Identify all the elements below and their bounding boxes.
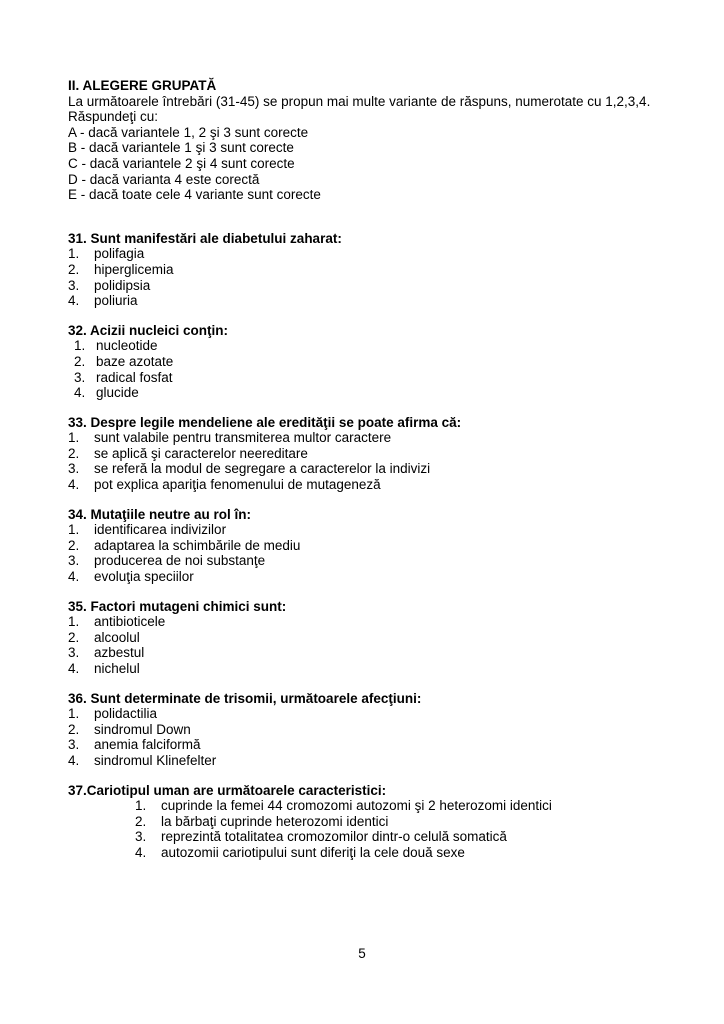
option-number: 4. — [68, 661, 80, 676]
option-text: baze azotate — [96, 353, 174, 369]
option-text: glucide — [96, 385, 139, 401]
page-number: 5 — [358, 946, 366, 962]
question-title: 32. Acizii nucleici conţin: — [68, 322, 229, 338]
option-row — [68, 293, 676, 309]
option-row — [68, 845, 676, 861]
option-row — [68, 553, 676, 569]
option-row — [68, 477, 676, 493]
question-block-32 — [68, 323, 676, 401]
question-block-34 — [68, 507, 676, 585]
option-number: 1. — [74, 338, 86, 354]
intro-line-2: Răspundeţi cu: — [68, 109, 159, 125]
option-text: identificarea indivizilor — [94, 522, 227, 538]
option-row — [68, 461, 676, 477]
option-row — [68, 737, 676, 753]
option-text: producerea de noi substanţe — [94, 553, 266, 569]
option-row — [68, 246, 676, 262]
option-number: 2. — [68, 721, 80, 737]
option-row — [68, 829, 676, 845]
intro-line-1: La următoarele întrebări (31-45) se propun mai multe variante de răspuns, numerotate cu 1,2,3,4. — [68, 93, 651, 109]
option-text: la bărbaţi cuprinde heterozomi identici — [161, 813, 389, 829]
option-row — [68, 722, 676, 738]
option-number: 2. — [68, 537, 80, 553]
answer-key-line-c: C - dacă variantele 2 şi 4 sunt corecte — [68, 155, 295, 171]
question-block-33 — [68, 415, 676, 493]
option-number: 3. — [68, 553, 80, 569]
option-row — [68, 338, 676, 354]
question-title: 36. Sunt determinate de trisomii, următoarele afecţiuni: — [68, 690, 422, 706]
option-number: 2. — [74, 353, 86, 369]
question-block-36 — [68, 691, 676, 769]
option-number: 4. — [68, 477, 80, 493]
option-row — [68, 446, 676, 462]
option-row — [68, 798, 676, 814]
option-row — [68, 614, 676, 630]
option-row — [68, 661, 676, 677]
question-block-37 — [68, 783, 676, 861]
option-text: sunt valabile pentru transmiterea multor caractere — [94, 430, 392, 446]
question-title: 33. Despre legile mendeliene ale eredităţii se poate afirma că: — [68, 414, 462, 430]
option-text: azbestul — [94, 645, 145, 661]
option-number: 4. — [68, 752, 80, 768]
option-number: 4. — [68, 569, 80, 585]
section-title: II. ALEGERE GRUPATĂ — [68, 78, 217, 93]
option-number: 2. — [68, 261, 80, 277]
question-title: 34. Mutaţiile neutre au rol în: — [68, 506, 252, 522]
option-number: 3. — [74, 369, 86, 385]
option-number: 4. — [135, 844, 147, 860]
option-text: pot explica apariţia fenomenului de mutageneză — [94, 477, 381, 493]
option-text: autozomii cariotipului sunt diferiţi la cele două sexe — [161, 844, 465, 860]
option-number: 1. — [68, 246, 80, 262]
option-text: poliuria — [94, 293, 138, 309]
option-text: alcoolul — [94, 629, 140, 645]
option-row — [68, 814, 676, 830]
option-number: 2. — [68, 445, 80, 461]
option-text: evoluţia speciilor — [94, 569, 194, 585]
question-title: 37.Cariotipul uman are următoarele caracteristici: — [68, 782, 387, 798]
option-row — [68, 753, 676, 769]
option-number: 3. — [68, 737, 80, 753]
option-number: 1. — [135, 798, 147, 814]
option-text: reprezintă totalitatea cromozomilor dintr-o celulă somatică — [161, 829, 507, 845]
option-number: 3. — [68, 645, 80, 661]
option-row — [68, 630, 676, 646]
option-text: se referă la modul de segregare a caracterelor la indivizi — [94, 461, 431, 477]
option-number: 2. — [135, 813, 147, 829]
option-row — [68, 278, 676, 294]
answer-key — [68, 125, 676, 203]
option-number: 3. — [68, 461, 80, 477]
question-title: 31. Sunt manifestări ale diabetului zaharat: — [68, 230, 342, 246]
question-block-31 — [68, 231, 676, 309]
option-text: radical fosfat — [96, 369, 173, 385]
option-row — [68, 645, 676, 661]
option-text: anemia falciformă — [94, 737, 201, 753]
option-number: 3. — [135, 829, 147, 845]
option-number: 4. — [74, 385, 86, 401]
answer-key-line-b: B - dacă variantele 1 şi 3 sunt corecte — [68, 140, 294, 156]
answer-key-line-a: A - dacă variantele 1, 2 şi 3 sunt corecte — [68, 124, 309, 140]
option-number: 1. — [68, 522, 80, 538]
option-text: antibioticele — [94, 614, 166, 630]
option-text: adaptarea la schimbările de mediu — [94, 537, 301, 553]
option-row — [68, 522, 676, 538]
question-title: 35. Factori mutageni chimici sunt: — [68, 598, 287, 614]
option-row — [68, 430, 676, 446]
option-row — [68, 569, 676, 585]
option-row — [68, 706, 676, 722]
option-text: hiperglicemia — [94, 261, 174, 277]
option-text: cuprinde la femei 44 cromozomi autozomi şi 2 heterozomi identici — [161, 798, 552, 814]
option-number: 4. — [68, 293, 80, 309]
option-text: polidactilia — [94, 706, 158, 722]
option-row — [68, 370, 676, 386]
option-number: 2. — [68, 629, 80, 645]
option-number: 1. — [68, 430, 80, 446]
option-text: sindromul Klinefelter — [94, 752, 217, 768]
option-number: 1. — [68, 706, 80, 722]
option-row — [68, 262, 676, 278]
answer-key-line-d: D - dacă varianta 4 este corectă — [68, 171, 260, 187]
answer-key-line-e: E - dacă toate cele 4 variante sunt corecte — [68, 187, 321, 203]
option-text: polidipsia — [94, 277, 151, 293]
option-row — [68, 385, 676, 401]
option-number: 3. — [68, 277, 80, 293]
option-text: sindromul Down — [94, 721, 191, 737]
option-text: se aplică şi caracterelor neereditare — [94, 445, 308, 461]
option-row — [68, 538, 676, 554]
question-block-35 — [68, 599, 676, 677]
option-text: polifagia — [94, 246, 145, 262]
option-number: 1. — [68, 614, 80, 630]
option-row — [68, 354, 676, 370]
option-text: nichelul — [94, 661, 140, 676]
option-text: nucleotide — [96, 338, 158, 354]
